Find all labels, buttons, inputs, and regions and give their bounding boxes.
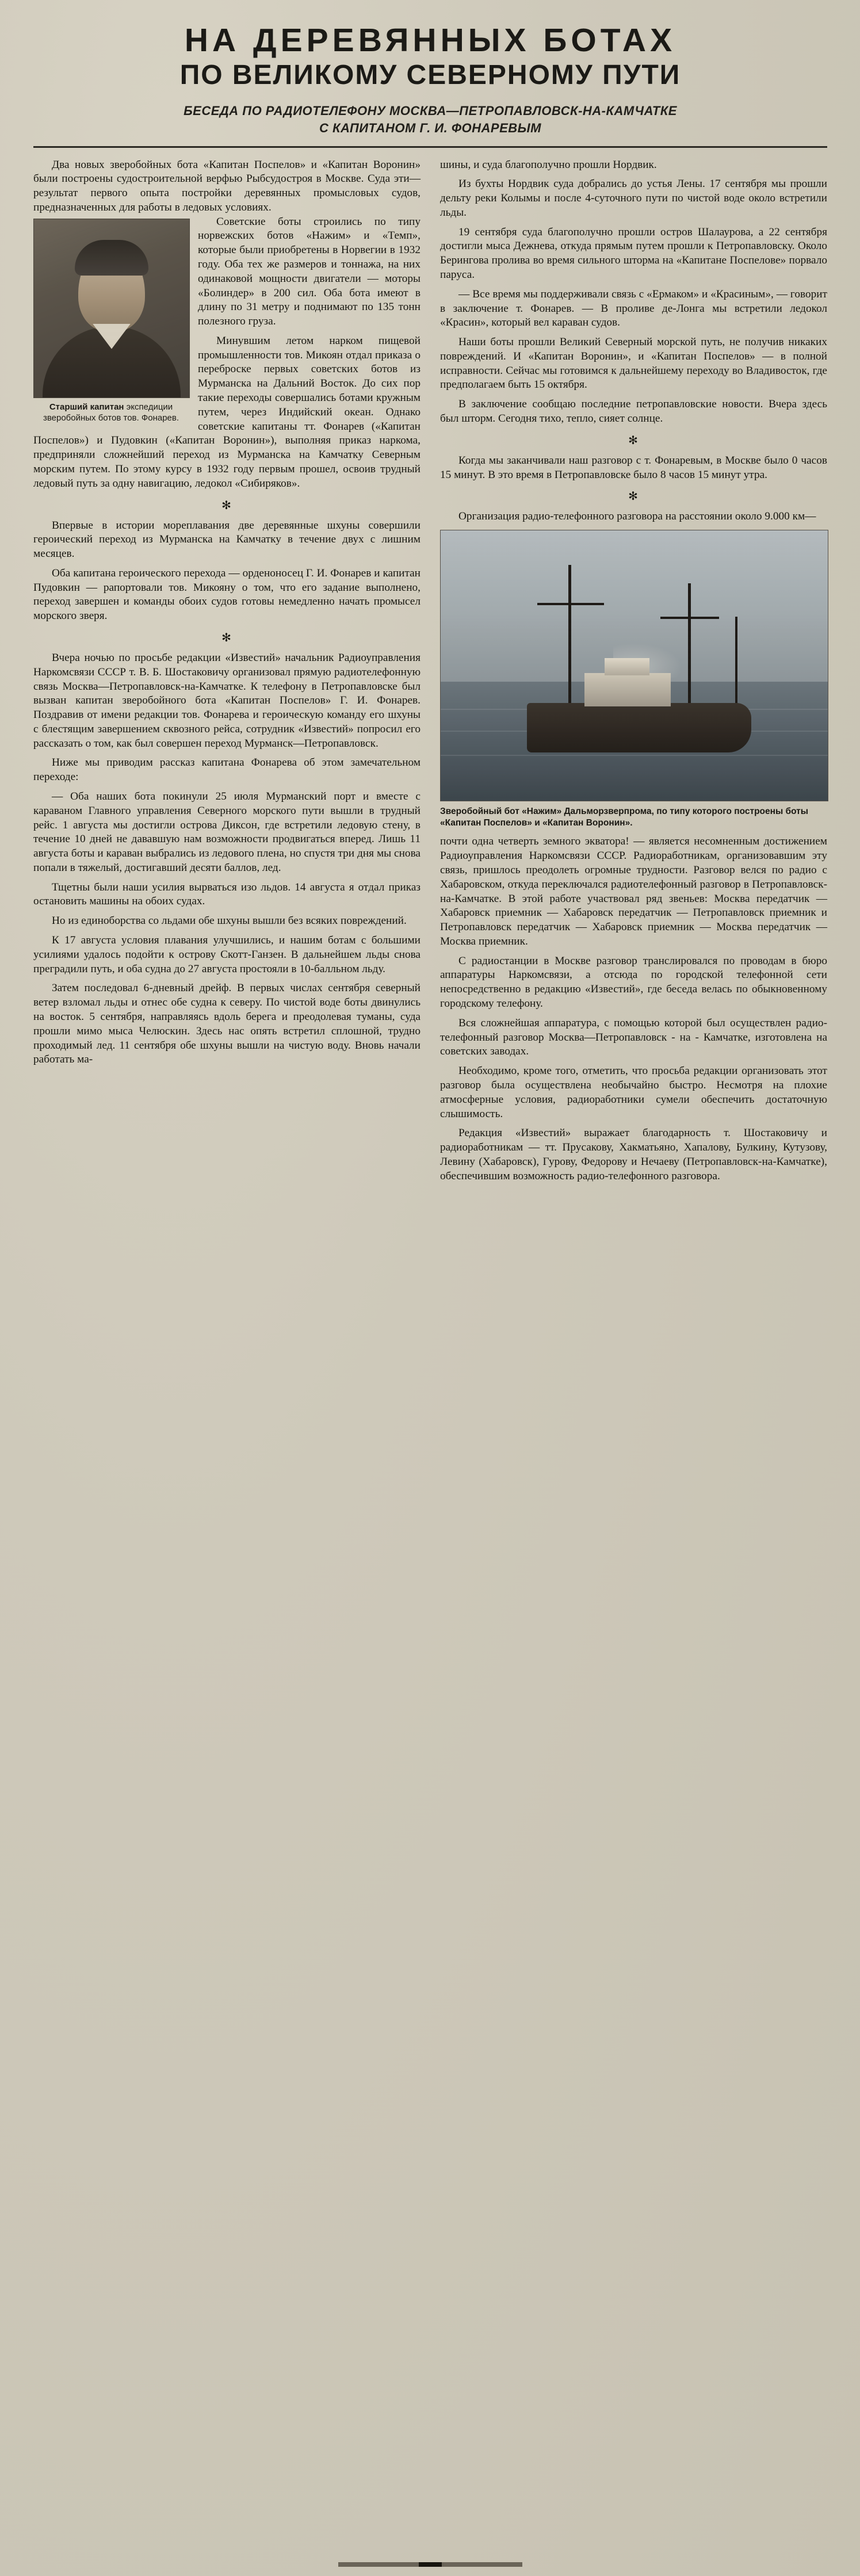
paragraph: — Оба наших бота покинули 25 июля Мурманский порт и вместе с караваном Главного управления Северного морского пути вышли в трудный рейс. 1 августа мы достигли острова Диксон, где встретили ледовую стену, в течение 10 дней не дававшую нам возможности продвигаться вперед. Лишь 11 августа боты и караван выбрались из ледового плена, но спустя три дня мы снова попали в тяжелый, достигавший десяти баллов, лед.	[33, 790, 421, 874]
ship-figure	[440, 530, 827, 829]
portrait-caption-rest: экспедиции зверобойных ботов тов. Фонарев.	[43, 402, 179, 423]
end-mark	[338, 2562, 522, 2567]
column-right	[440, 158, 827, 1184]
paragraph: Ниже мы приводим рассказ капитана Фонарева об этом замечательном переходе:	[33, 756, 421, 783]
paragraph: Необходимо, кроме того, отметить, что просьба редакции организовать этот разговор была осуществлена необычайно быстро. Несмотря на плохие атмосферные условия, радиоработники сумели обеспечить достаточную слышимость.	[440, 1065, 827, 1120]
portrait-caption-bold: Старший капитан	[49, 402, 124, 412]
paragraph: Вся сложнейшая аппаратура, с помощью которой был осуществлен радио-телефонный разговор Москва—Петропавловск - на - Камчатке, изготовлена на советских заводах.	[440, 1016, 827, 1058]
portrait-figure	[33, 219, 189, 424]
section-separator-star: ✻	[628, 434, 639, 447]
column-layout	[33, 158, 827, 1184]
paragraph: С радиостанции в Москве разговор транслировался по проводам в бюро аппаратуры Наркомсвязи, а отсюда по городской телефонной сети непосредственно в редакцию «Известий», где беседа велась по обыкновенному городскому телефону.	[440, 954, 827, 1010]
paragraph: В заключение сообщаю последние петропавловские новости. Вчера здесь был шторм. Сегодня тихо, тепло, сияет солнце.	[440, 398, 827, 425]
paragraph: Советские боты строились по типу норвежских ботов «Нажим» и «Темп», которые были приобретены в Норвегии в 1932 году. Оба тех же размеров и тоннажа, на них одинаковой мощности двигатели — моторы «Болиндер» в 200 сил. Оба бота имеют в длину по 31 метру и поднимают по 135 тонн полезного груза.	[198, 215, 421, 328]
paragraph: Затем последовал 6-дневный дрейф. В первых числах сентября северный ветер взломал льды и отнес обе судна к северу. По чистой воде боты двинулись на восток. 5 сентября, направляясь вдоль берега и преодолевая туманы, суда прошли мимо мыса Челюскин. Здесь нас опять встретил сплошной, трудно проходимый лед. 11 сентября обе шхуны вышли на чистую воду. Вновь начали работать ма-	[33, 982, 421, 1066]
paragraph: почти одна четверть земного экватора! — является несомненным достижением Радиоуправления Наркомсвязи СССР. Радиоработникам, организовавшим эту связь, пришлось преодолеть огромные трудности. Разговор велся по радио с Хабаровском, откуда переключался радиотелефонный разговор в Петропавловск-на-Камчатке. В этой работе участвовал ряд звеньев: Москва передатчик — Хабаровск приемник — Хабаровск передатчик — Петропавловск приемник и Петропавловск передатчик — Хабаровск приемник — Москва передатчик — Москва приемник.	[440, 835, 827, 947]
portrait-caption	[33, 402, 189, 424]
photo-grain-overlay	[34, 219, 189, 398]
section-separator-star: ✻	[221, 499, 232, 512]
subhead-line-1: БЕСЕДА ПО РАДИОТЕЛЕФОНУ МОСКВА—ПЕТРОПАВЛОВСК-НА-КАМЧАТКЕ	[184, 104, 677, 119]
section-separator-star: ✻	[221, 631, 232, 644]
photo-grain-overlay	[441, 530, 828, 801]
paragraph: Вчера ночью по просьбе редакции «Известий» начальник Радиоуправления Наркомсвязи СССР т. В. Б. Шостаковичу организовал прямую радиотелефонную связь Москва—Петропавловск-на-Камчатке. К телефону в Петропавловске был вызван капитан зверобойного бота «Капитан Поспелов» Г. И. Фонарев. Поздравив от имени редакции тов. Фонарева и героическую команду его шхуны с блестящим завершением сквозного рейса, сотрудник «Известий» попросил его рассказать о том, как был совершен переход Мурманск—Петропавловск.	[33, 651, 421, 750]
paragraph: К 17 августа условия плавания улучшились, и нашим ботам с большими усилиями удалось подойти к острову Скотт-Ганзен. В дальнейшем льды снова преградили путь, и оба судна до 27 августа простояли в 10-балльном льду.	[33, 934, 421, 975]
column-left	[33, 158, 421, 1184]
paragraph: 19 сентября суда благополучно прошли остров Шалаурова, а 22 сентября достигли мыса Дежнева, откуда прямым путем прошли к Петропавловску. Около Берингова пролива во время сильного шторма на «Капитане Поспелове» порвало паруса.	[440, 226, 827, 281]
article-container	[33, 23, 827, 1183]
horizontal-rule	[33, 146, 827, 148]
page-title	[33, 23, 827, 91]
paragraph: — Все время мы поддерживали связь с «Ермаком» и «Красиным», — говорит в заключение т. Фонарев. — В проливе де-Лонга мы встретили ледокол «Красин», который вел караван судов.	[440, 288, 827, 329]
paragraph: Минувшим летом нарком пищевой промышленности тов. Микоян отдал приказа о переброске первых советских ботов из Мурманска на Дальний Восток. До сих пор такие переходы совершались ботами кружным путем, через Индийский океан. Однако советские капитаны тт. Фонарев («Капитан Поспелов») и Пудовкин («Капитан Воронин»), выполняя приказ наркома, предприняли сложнейший переход из Мурманска на Камчатку Северным морским путем. По этому курсу в 1932 году первым прошел, освоив трудный ледовый путь за одну навигацию, ледокол «Сибиряков».	[33, 334, 421, 490]
subhead-line-2: С КАПИТАНОМ Г. И. ФОНАРЕВЫМ	[319, 120, 541, 135]
paragraph: Редакция «Известий» выражает благодарность т. Шостаковичу и радиоработникам — тт. Прусакову, Хакматьяно, Хапалову, Булкину, Кутузову, Левину (Хабаровск), Гурову, Федорову и Нечаеву (Петропавловск-на-Камчатке), обеспечившим возможность радио-телефонного разговора.	[440, 1127, 827, 1182]
section-separator-star: ✻	[628, 490, 639, 503]
paragraph: Тщетны были наши усилия вырваться изо льдов. 14 августа я отдал приказ остановить машины на обоих судах.	[33, 881, 421, 908]
ship-photo-caption: Зверобойный бот «Нажим» Дальморзверпрома, по типу которого построены боты «Капитан Поспелов» и «Капитан Воронин».	[440, 807, 809, 828]
portrait-photo	[33, 219, 190, 398]
paragraph: Когда мы заканчивали наш разговор с т. Фонаревым, в Москве было 0 часов 15 минут. В это время в Петропавловске было 8 часов 15 минут утра.	[440, 454, 827, 481]
article-subhead	[33, 102, 827, 136]
paragraph: Наши боты прошли Великий Северный морской путь, не получив никаких повреждений. И «Капитан Воронин», и «Капитан Поспелов» — в полной исправности. Сейчас мы готовимся к дальнейшему переходу во Владивосток, где предполагаем быть 15 октября.	[440, 336, 827, 391]
paragraph: Организация радио-телефонного разговора на расстоянии около 9.000 км—	[458, 510, 816, 523]
paragraph: шины, и суда благополучно прошли Нордвик.	[440, 158, 657, 171]
headline-line-2: ПО ВЕЛИКОМУ СЕВЕРНОМУ ПУТИ	[179, 60, 681, 91]
paragraph: Но из единоборства со льдами обе шхуны вышли без всяких повреждений.	[52, 915, 407, 927]
paragraph: Из бухты Нордвик суда добрались до устья Лены. 17 сентября мы прошли дельту реки Колымы и после 4-суточного пути по чистой воде около встретили льды.	[440, 178, 827, 219]
headline-line-1: НА ДЕРЕВЯННЫХ БОТАХ	[184, 22, 676, 59]
paragraph: Два новых зверобойных бота «Капитан Поспелов» и «Капитан Воронин» были построены судостроительной верфью Рыбсудостроя в Москве. Суда эти—результат первого опыта постройки деревянных промысловых судов, предназначенных для работы в ледовых условиях.	[33, 158, 421, 213]
paragraph: Впервые в истории мореплавания две деревянные шхуны совершили героический переход из Мурманска на Камчатку в течение двух с лишним месяцев.	[33, 519, 421, 560]
ship-photo	[440, 530, 828, 801]
paragraph: Оба капитана героического перехода — орденоносец Г. И. Фонарев и капитан Пудовкин — рапортовали тов. Микояну о том, что его задание выполнено, переход завершен и команды обоих судов готовы немедленно начать промысел морского зверя.	[33, 567, 421, 622]
